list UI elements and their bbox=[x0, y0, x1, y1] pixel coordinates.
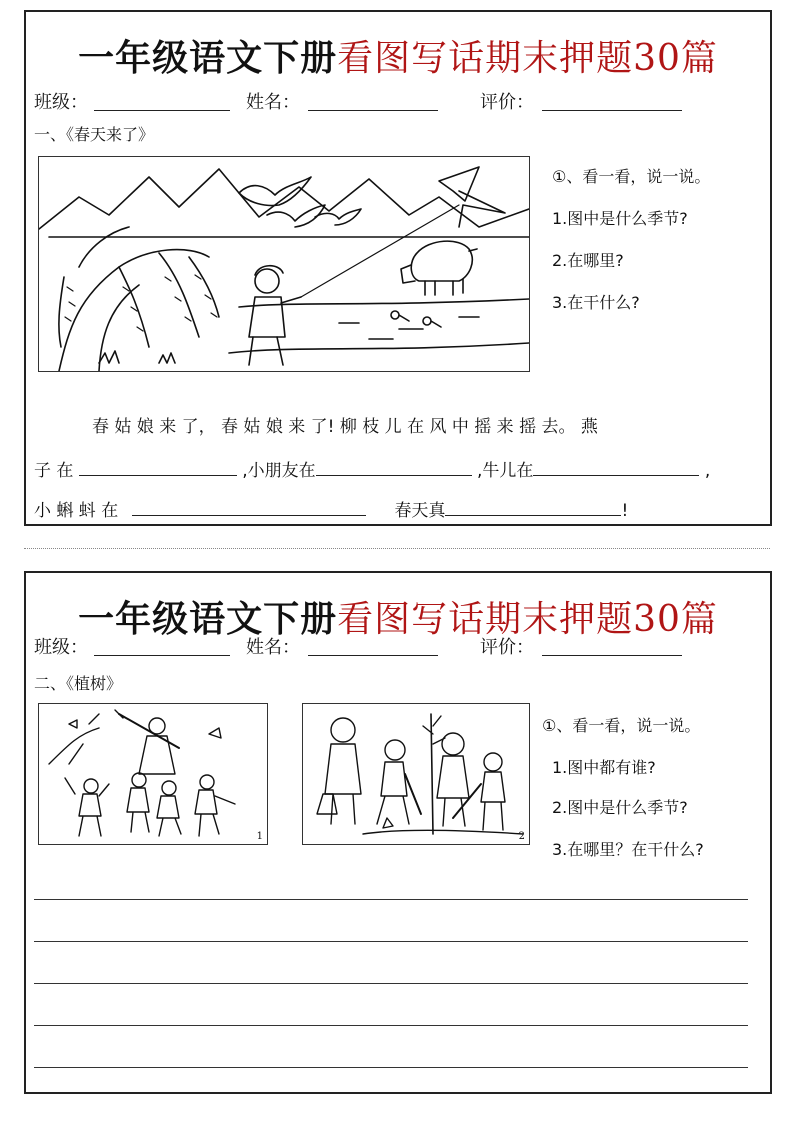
question-1: 1.图中是什么季节? bbox=[552, 209, 688, 228]
question-prompt: ①、看一看，说一说。 bbox=[542, 716, 701, 735]
name-label: 姓名： bbox=[246, 92, 300, 113]
class-label: 班级： bbox=[34, 92, 88, 113]
tree-planting-picture-2 bbox=[302, 703, 530, 845]
section-title: 一、《春天来了》 bbox=[34, 125, 155, 144]
answer-blank[interactable] bbox=[533, 461, 699, 476]
title-red-part: 看图写话期末押题30篇 bbox=[337, 38, 718, 79]
name-field[interactable] bbox=[308, 655, 438, 656]
planting-tree-drawing bbox=[303, 704, 529, 844]
question-3: 3.在哪里？在干什么? bbox=[552, 840, 704, 859]
writing-line[interactable] bbox=[34, 1025, 748, 1026]
eval-field[interactable] bbox=[542, 655, 682, 656]
writing-line[interactable] bbox=[34, 941, 748, 942]
student-info-row bbox=[34, 633, 762, 659]
question-2: 2.图中是什么季节? bbox=[552, 798, 688, 817]
eval-label: 评价： bbox=[480, 92, 534, 113]
spring-scene-illustration bbox=[38, 156, 530, 372]
question-2: 2.在哪里? bbox=[552, 251, 624, 270]
paragraph-line-1: 春 姑 娘 来 了， 春 姑 娘 来 了! 柳 枝 儿 在 风 中 摇 来 摇 去。 燕 bbox=[92, 417, 598, 437]
question-prompt: ①、看一看，说一说。 bbox=[552, 167, 711, 186]
paragraph-text: ,牛儿在 bbox=[471, 461, 534, 481]
title-black-part: 一年级语文下册 bbox=[78, 599, 338, 640]
answer-blank[interactable] bbox=[445, 501, 621, 516]
writing-line[interactable] bbox=[34, 1067, 748, 1068]
class-field[interactable] bbox=[94, 110, 230, 111]
title-red-part: 看图写话期末押题30篇 bbox=[337, 599, 718, 640]
answer-blank[interactable] bbox=[79, 461, 237, 476]
class-label: 班级： bbox=[34, 637, 88, 658]
page-divider bbox=[24, 548, 770, 549]
class-field[interactable] bbox=[94, 655, 230, 656]
writing-line[interactable] bbox=[34, 983, 748, 984]
worksheet-2 bbox=[24, 571, 772, 1094]
paragraph-line-3 bbox=[34, 496, 762, 521]
question-3: 3.在干什么? bbox=[552, 293, 640, 312]
name-field[interactable] bbox=[308, 110, 438, 111]
worksheet-title bbox=[26, 30, 770, 81]
walking-to-plant-drawing bbox=[39, 704, 267, 844]
answer-blank[interactable] bbox=[132, 501, 366, 516]
eval-field[interactable] bbox=[542, 110, 682, 111]
tree-planting-picture-1 bbox=[38, 703, 268, 845]
name-label: 姓名： bbox=[246, 637, 300, 658]
paragraph-text: 小 蝌 蚪 在 bbox=[34, 501, 119, 521]
section-title: 二、《植树》 bbox=[34, 674, 123, 693]
paragraph-line-2 bbox=[34, 456, 762, 481]
worksheet-1 bbox=[24, 10, 772, 526]
spring-scene-drawing bbox=[39, 157, 529, 371]
title-black-part: 一年级语文下册 bbox=[78, 38, 338, 79]
paragraph-text: 春天真 bbox=[394, 501, 446, 521]
student-info-row bbox=[34, 88, 762, 114]
eval-label: 评价： bbox=[480, 637, 534, 658]
paragraph-text: ,小朋友在 bbox=[236, 461, 316, 481]
writing-line[interactable] bbox=[34, 899, 748, 900]
picture-number: 1 bbox=[256, 831, 263, 842]
paragraph-text: ! bbox=[621, 501, 629, 521]
answer-blank[interactable] bbox=[316, 461, 472, 476]
paragraph-text: 子 在 bbox=[34, 461, 74, 481]
picture-number: 2 bbox=[518, 831, 525, 842]
paragraph-text: , bbox=[699, 461, 711, 481]
question-1: 1.图中都有谁? bbox=[552, 758, 656, 777]
